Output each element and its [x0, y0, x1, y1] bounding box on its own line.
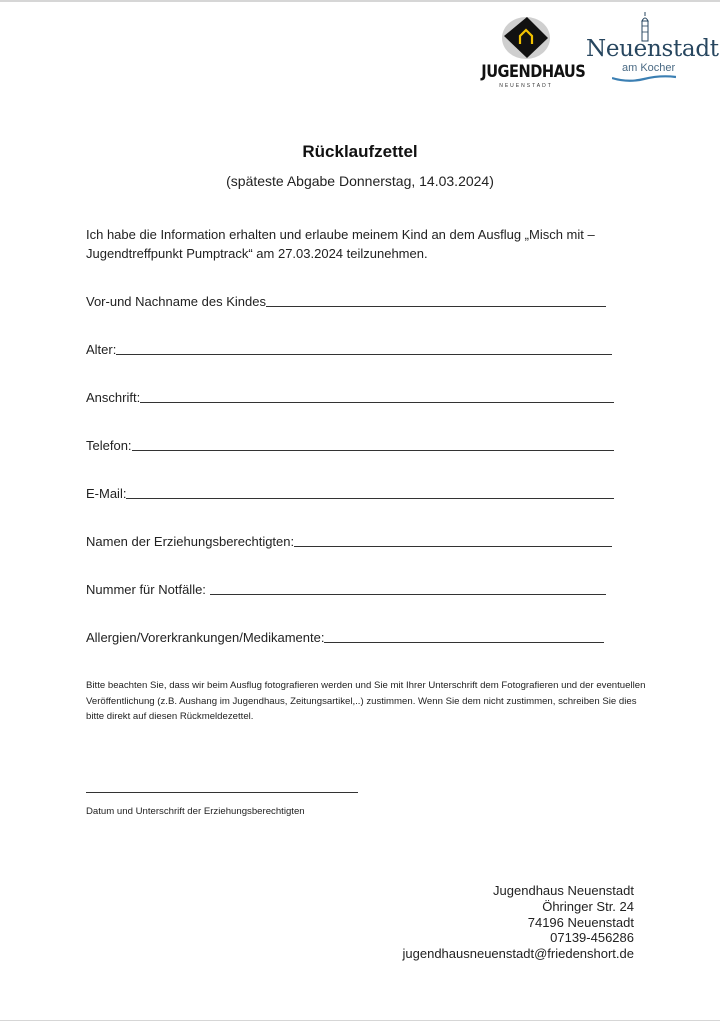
neuenstadt-logo [582, 12, 719, 84]
signature-label: Datum und Unterschrift der Erziehungsberechtigten [86, 806, 305, 817]
signature-line[interactable] [86, 792, 358, 793]
fill-line[interactable] [126, 497, 614, 499]
fill-line[interactable] [324, 641, 604, 643]
field-label: Telefon: [86, 438, 132, 453]
photo-consent-note: Bitte beachten Sie, dass wir beim Ausflug fotografieren werden und Sie mit Ihrer Unterschrift dem Fotografieren und der eventuellen Veröffentlichung (z.B. Aushang im Jugendhaus, Zeitungsartikel,..) zustimmen. Wenn Sie dem nicht zustimmen, schreiben Sie dies bitte direkt auf diesen Rückmeldezettel. [86, 680, 646, 722]
page-title: Rücklaufzettel [302, 142, 418, 161]
field-phone[interactable] [86, 438, 614, 453]
bottom-divider [0, 1020, 720, 1021]
address-name: Jugendhaus Neuenstadt [493, 883, 634, 898]
jugendhaus-sub: NEUENSTADT [499, 83, 553, 89]
wave-icon [612, 74, 676, 84]
neuenstadt-wordmark: Neuenstadt [586, 36, 719, 62]
field-guardians[interactable] [86, 534, 612, 549]
fill-line[interactable] [116, 353, 612, 355]
top-divider [0, 0, 720, 2]
deadline-subtitle: (späteste Abgabe Donnerstag, 14.03.2024) [226, 173, 494, 189]
house-emblem-icon [498, 14, 554, 60]
jugendhaus-wordmark: JUGENDHAUS [481, 62, 586, 82]
address-street: Öhringer Str. 24 [542, 898, 634, 914]
jugendhaus-logo [474, 14, 586, 90]
field-email[interactable] [86, 486, 614, 501]
address-phone: 07139-456286 [550, 930, 634, 946]
contact-address [403, 883, 634, 962]
field-label: Anschrift: [86, 390, 141, 405]
field-child-name[interactable] [86, 294, 606, 309]
fill-line[interactable] [210, 593, 606, 595]
fill-line[interactable] [294, 545, 612, 547]
field-label: Vor-und Nachname des Kindes [86, 294, 266, 309]
field-label: Alter: [86, 342, 117, 357]
fill-line[interactable] [266, 305, 606, 307]
field-emergency-number[interactable] [86, 582, 606, 597]
address-email[interactable]: jugendhausneuenstadt@friedenshort.de [402, 946, 634, 962]
field-label: E-Mail: [86, 486, 127, 501]
field-label: Nummer für Notfälle: [86, 582, 210, 597]
fill-line[interactable] [140, 401, 614, 403]
fill-line[interactable] [132, 449, 614, 451]
consent-statement: Ich habe die Information erhalten und erlaube meinem Kind an dem Ausflug „Misch mit – Jugendtreffpunkt Pumptrack“ am 27.03.2024 teilzunehmen. [86, 227, 595, 261]
field-address[interactable] [86, 390, 614, 405]
field-label: Allergien/Vorerkrankungen/Medikamente: [86, 630, 325, 645]
address-city: 74196 Neuenstadt [527, 914, 634, 930]
neuenstadt-sub: am Kocher [622, 62, 676, 74]
field-allergies[interactable] [86, 630, 604, 645]
field-label: Namen der Erziehungsberechtigten: [86, 534, 295, 549]
field-age[interactable] [86, 342, 612, 357]
